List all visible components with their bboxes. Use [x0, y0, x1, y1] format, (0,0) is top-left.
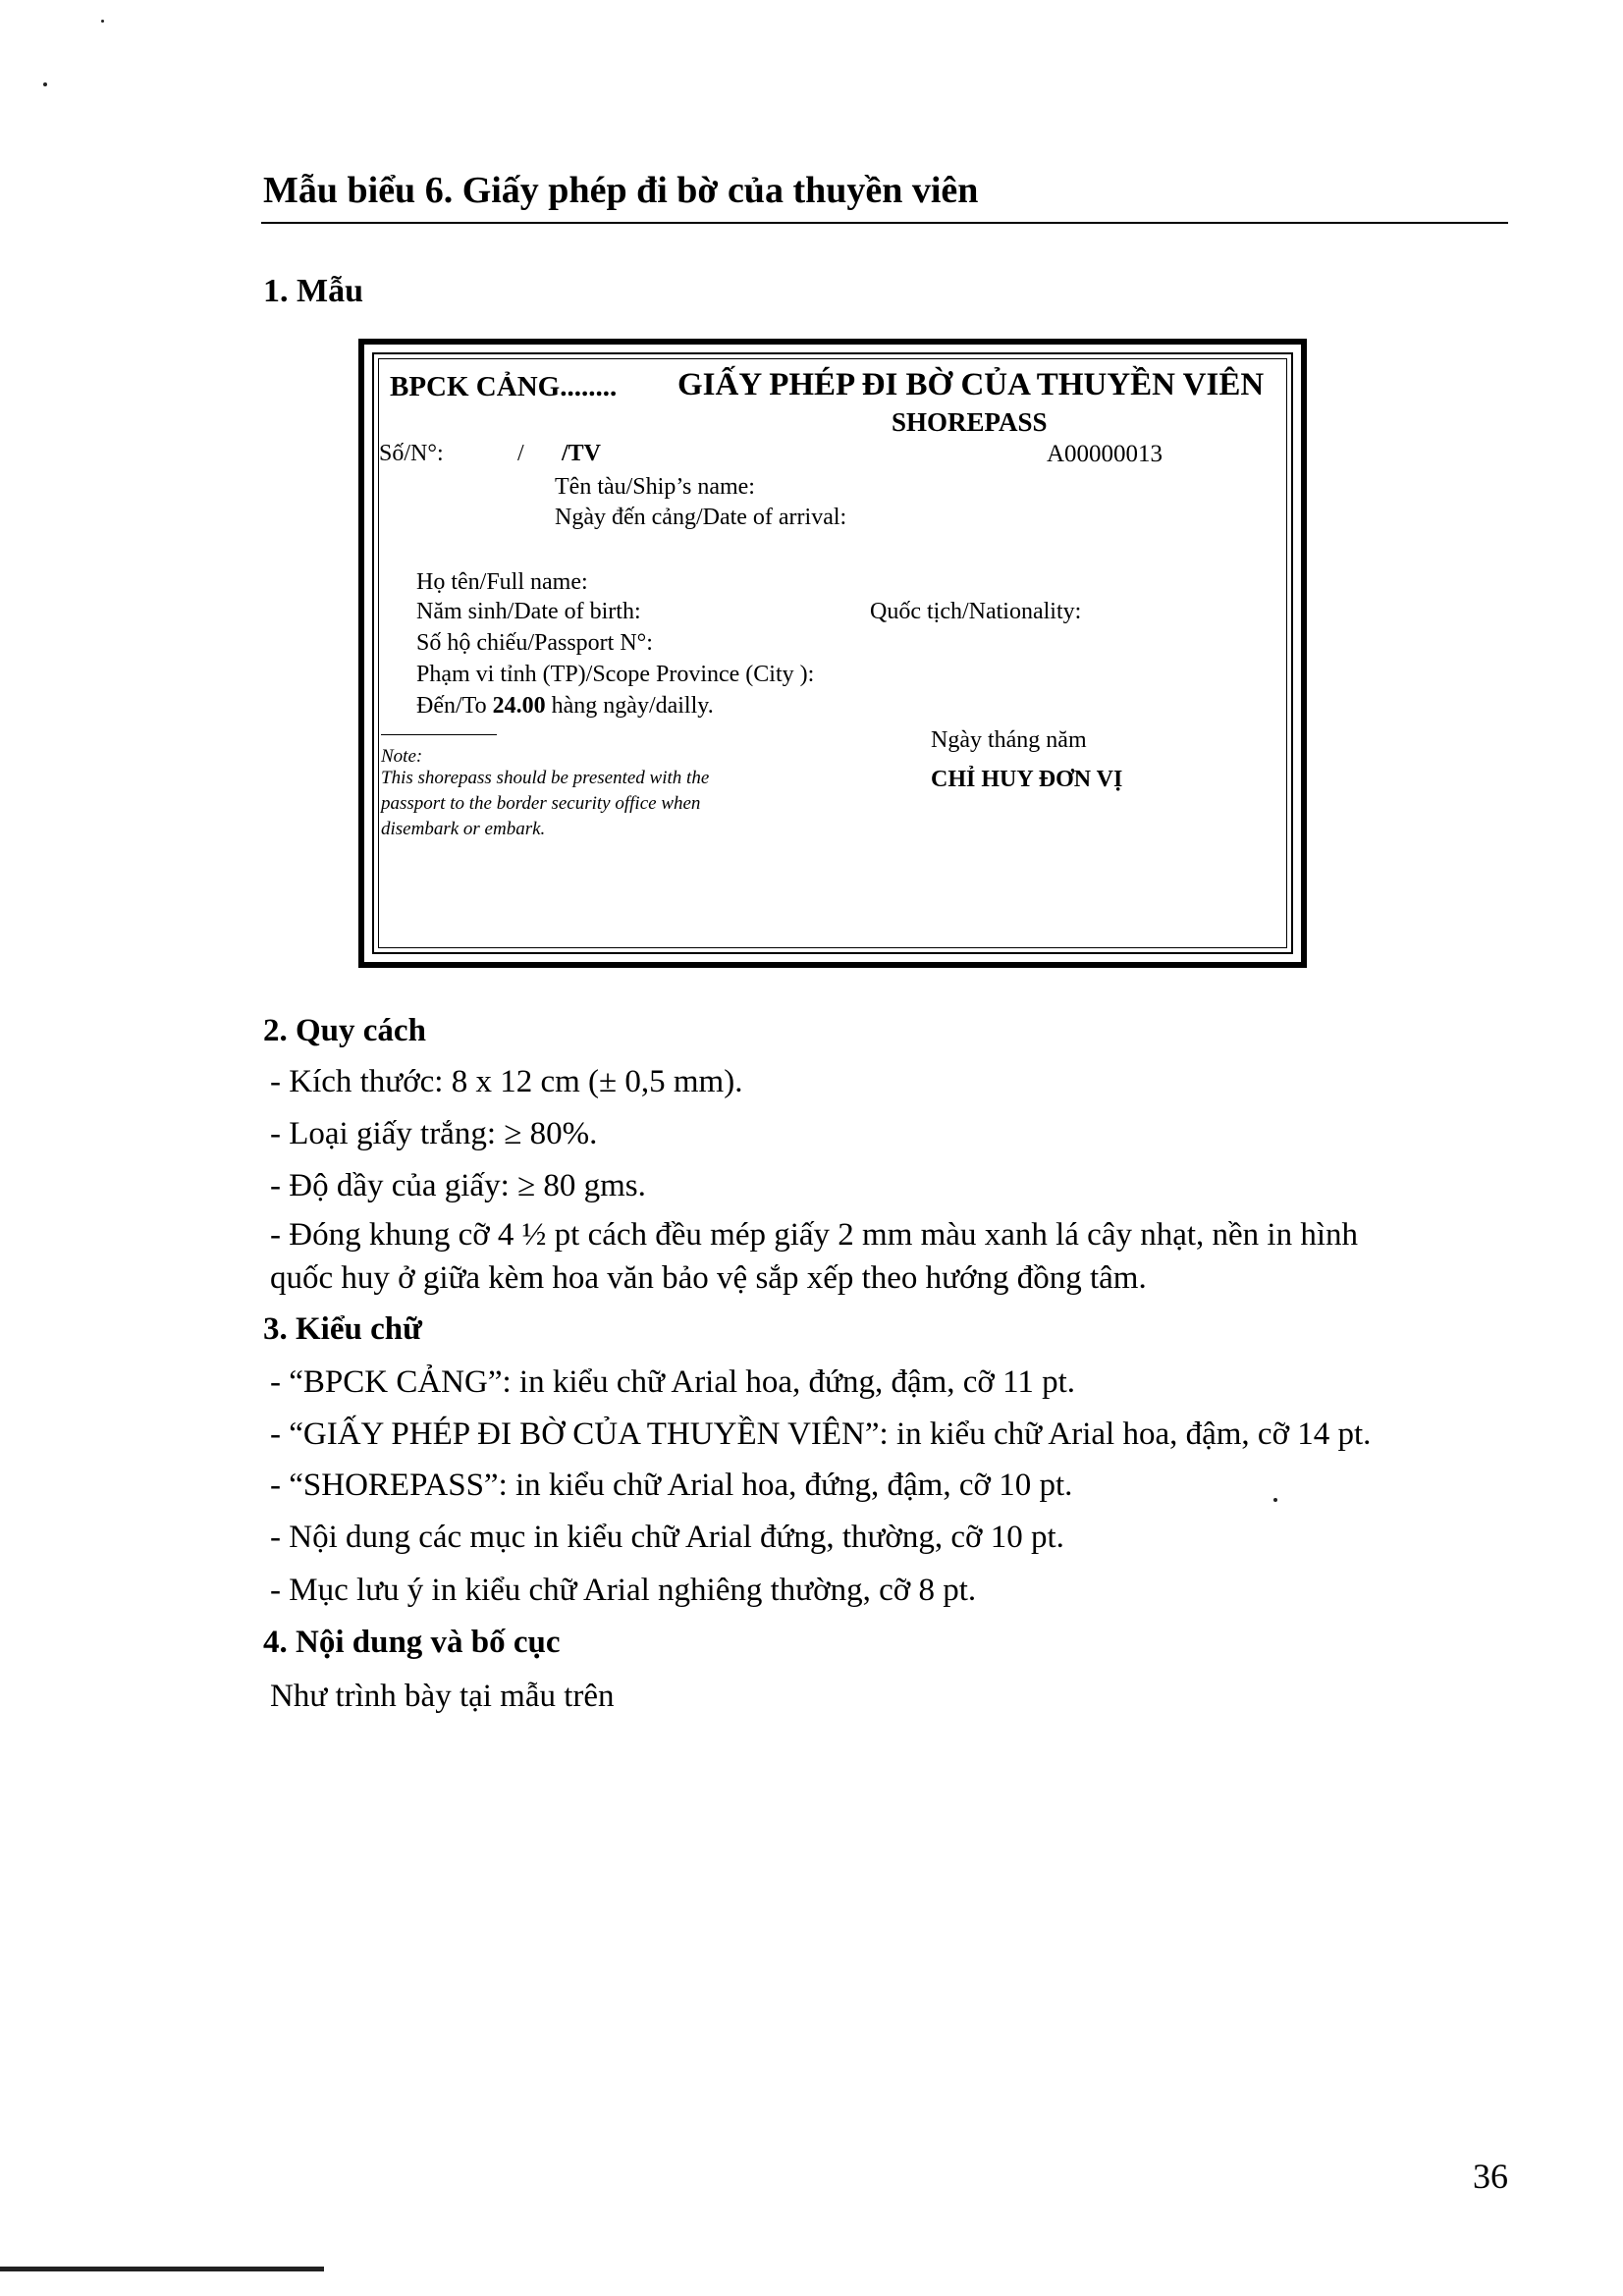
- typeface-item: - “BPCK CẢNG”: in kiểu chữ Arial hoa, đứng, đậm, cỡ 11 pt.: [270, 1364, 1076, 1400]
- arrival-date-field: Ngày đến cảng/Date of arrival:: [555, 505, 847, 530]
- typeface-item: - Nội dung các mục in kiểu chữ Arial đứng, thường, cỡ 10 pt.: [270, 1520, 1064, 1555]
- section-heading-content-layout: 4. Nội dung và bố cục: [263, 1625, 561, 1660]
- spec-item: - Kích thước: 8 x 12 cm (± 0,5 mm).: [270, 1064, 743, 1099]
- typeface-item: - Mục lưu ý in kiểu chữ Arial nghiêng thường, cỡ 8 pt.: [270, 1573, 977, 1608]
- spec-item: - Loại giấy trắng: ≥ 80%.: [270, 1116, 598, 1151]
- scan-speck: [101, 20, 104, 23]
- section-heading-sample: 1. Mẫu: [263, 273, 363, 309]
- section-heading-specification: 2. Quy cách: [263, 1013, 426, 1048]
- title-underline: [261, 222, 1508, 224]
- scan-edge-mark: [0, 2267, 324, 2271]
- date-of-birth-field: Năm sinh/Date of birth:: [416, 599, 641, 624]
- number-label: Số/N°:: [379, 441, 444, 466]
- typeface-item: - “SHOREPASS”: in kiểu chữ Arial hoa, đứng, đậm, cỡ 10 pt.: [270, 1468, 1073, 1503]
- spec-item: - Đóng khung cỡ 4 ½ pt cách đều mép giấy 2 mm màu xanh lá cây nhạt, nền in hình: [270, 1217, 1359, 1253]
- section-heading-typeface: 3. Kiểu chữ: [263, 1311, 422, 1347]
- until-time: 24.00: [492, 693, 546, 719]
- number-suffix: /TV: [562, 441, 602, 466]
- content-layout-text: Như trình bày tại mẫu trên: [270, 1679, 615, 1714]
- note-label: Note:: [381, 746, 423, 767]
- until-suffix: hàng ngày/dailly.: [551, 693, 714, 719]
- port-label: BPCK CẢNG........: [390, 371, 618, 402]
- full-name-field: Họ tên/Full name:: [416, 569, 588, 595]
- note-line: disembark or embark.: [381, 819, 546, 839]
- scan-speck: [1273, 1498, 1277, 1502]
- passport-field: Số hộ chiếu/Passport N°:: [416, 630, 653, 656]
- page-number: 36: [1473, 2157, 1508, 2196]
- note-divider: [381, 734, 497, 735]
- serial-number: A00000013: [1047, 441, 1163, 467]
- note-line: passport to the border security office when: [381, 793, 701, 814]
- valid-until-field: [416, 693, 714, 720]
- scope-field: Phạm vi tỉnh (TP)/Scope Province (City ):: [416, 662, 815, 687]
- form-subtitle: SHOREPASS: [892, 407, 1048, 437]
- scan-speck: [43, 82, 47, 86]
- spec-item-continuation: quốc huy ở giữa kèm hoa văn bảo vệ sắp xếp theo hướng đồng tâm.: [270, 1260, 1147, 1296]
- typeface-item: - “GIẤY PHÉP ĐI BỜ CỦA THUYỀN VIÊN”: in kiểu chữ Arial hoa, đậm, cỡ 14 pt.: [270, 1416, 1372, 1452]
- note-line: This shorepass should be presented with the: [381, 768, 710, 788]
- commander-title: CHỈ HUY ĐƠN VỊ: [931, 767, 1123, 792]
- number-slash: /: [517, 441, 524, 466]
- spec-item: - Độ dầy của giấy: ≥ 80 gms.: [270, 1168, 646, 1203]
- ship-name-field: Tên tàu/Ship’s name:: [555, 474, 755, 500]
- nationality-field: Quốc tịch/Nationality:: [870, 599, 1082, 624]
- form-title: GIẤY PHÉP ĐI BỜ CỦA THUYỀN VIÊN: [677, 367, 1265, 402]
- until-label: Đến/To: [416, 693, 487, 719]
- signature-date-line: Ngày tháng năm: [931, 727, 1087, 753]
- document-title: Mẫu biểu 6. Giấy phép đi bờ của thuyền viên: [263, 170, 979, 211]
